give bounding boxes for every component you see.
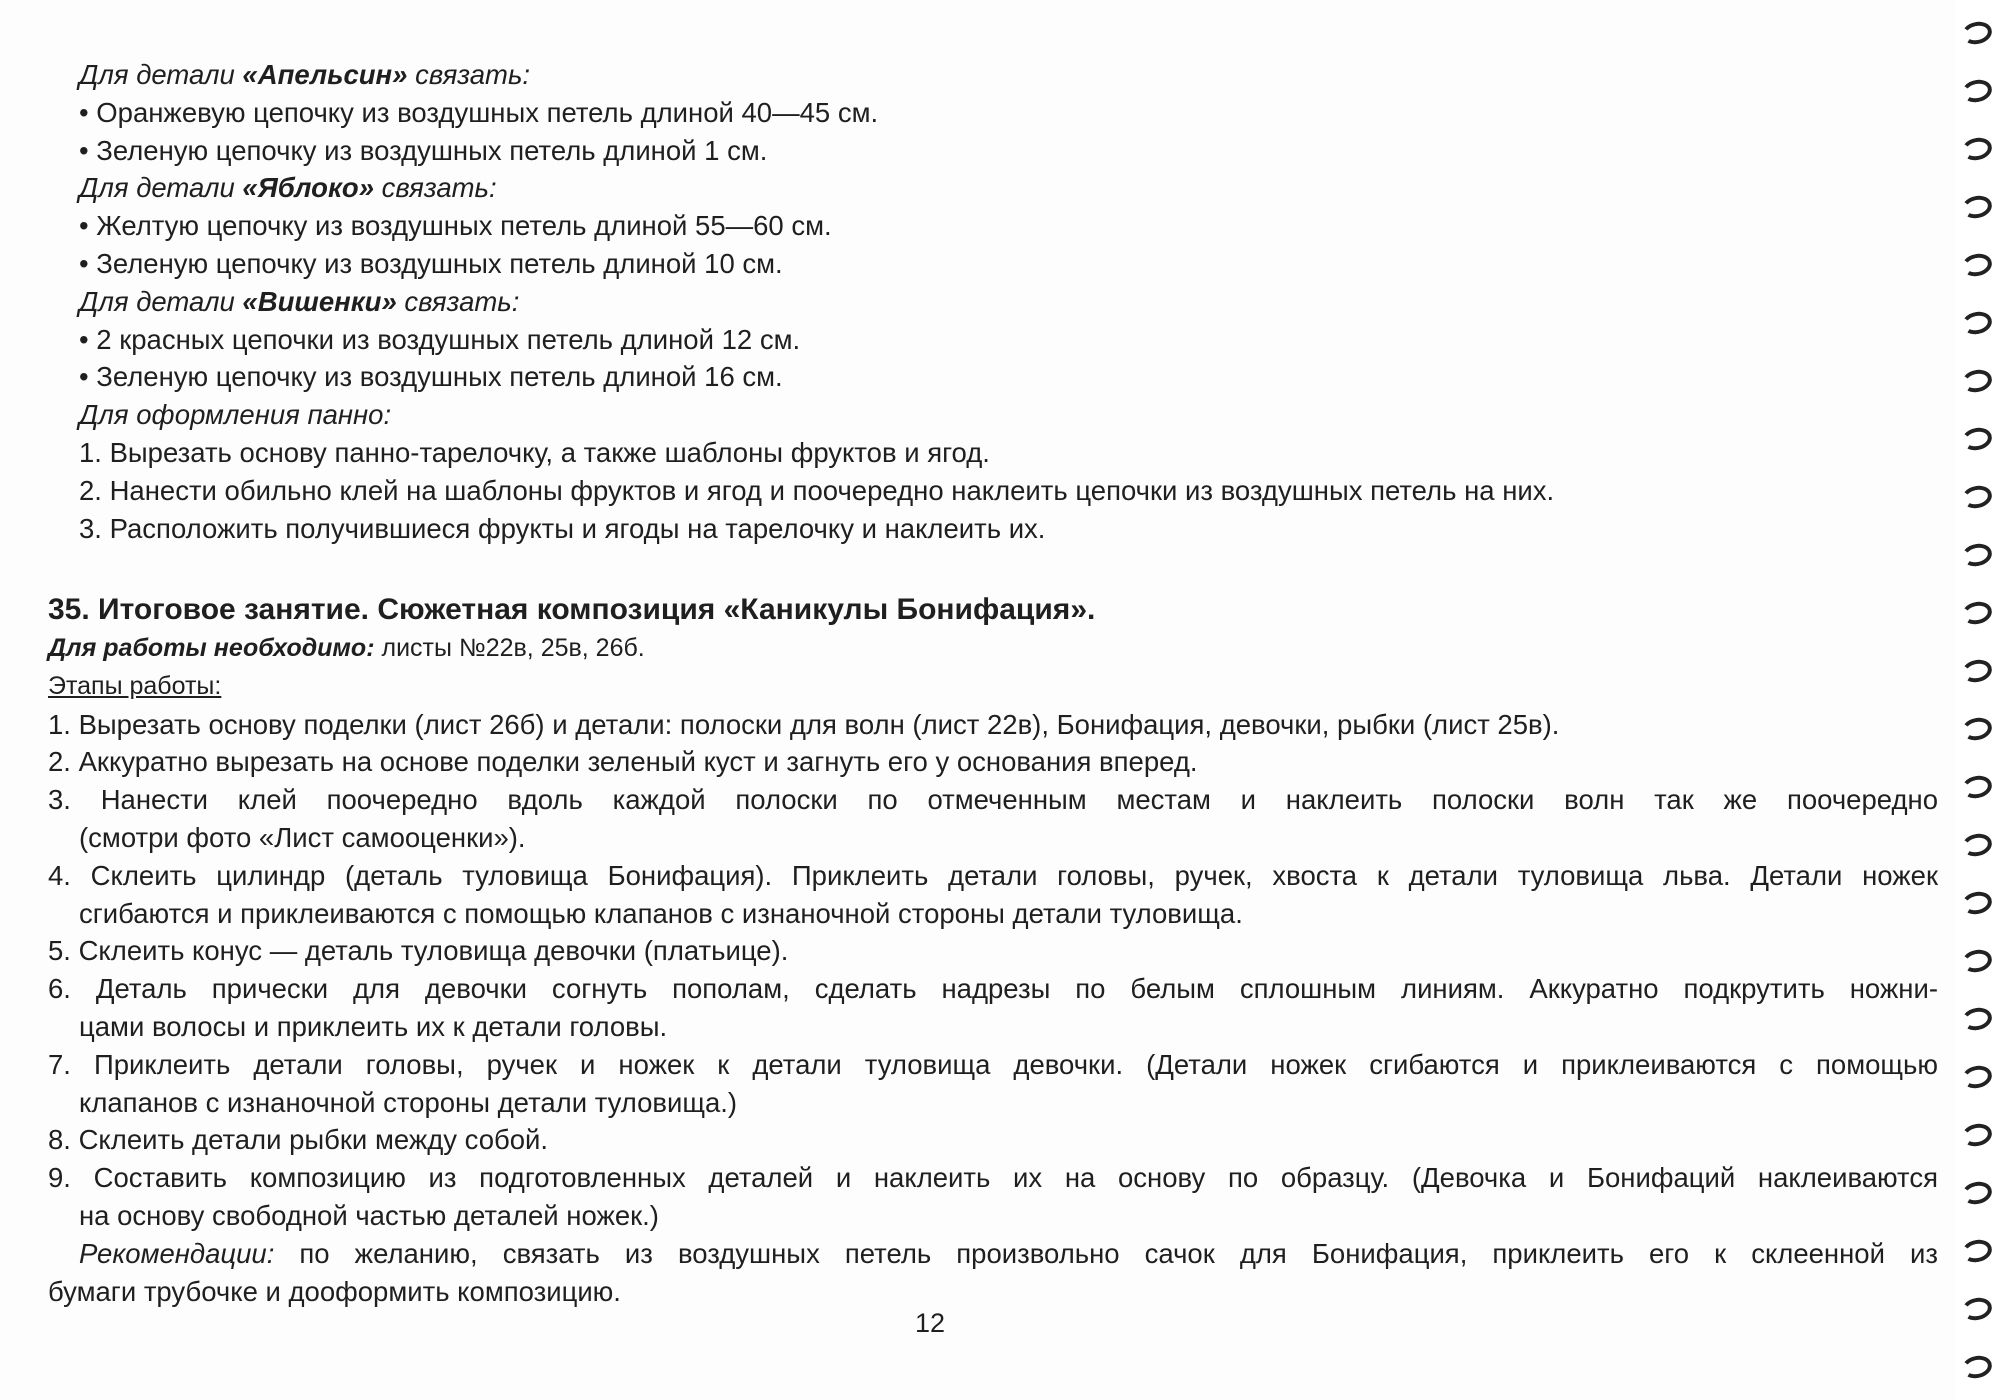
orange-heading: Для детали «Апельсин» связать: <box>79 59 531 90</box>
binding-ring <box>1960 1063 1994 1091</box>
lesson-section <box>48 590 1938 1310</box>
step-line: 2. Аккуратно вырезать на основе поделки зеленый куст и загнуть его у основания вперед. <box>48 746 1198 778</box>
recommendations-label: Рекомендации: <box>79 1237 275 1269</box>
cherries-heading: Для детали «Вишенки» связать: <box>79 285 520 317</box>
step-line: (смотри фото «Лист самооценки»). <box>79 821 526 853</box>
page-number: 12 <box>914 1308 946 1338</box>
binding-ring <box>1960 1179 1994 1207</box>
binding-ring <box>1960 193 1994 221</box>
step-line: сгибаются и приклеиваются с помощью клапанов с изнаночной стороны детали туловища. <box>79 897 1243 929</box>
cherries-item: • 2 красных цепочки из воздушных петель длиной 12 см. <box>79 323 801 355</box>
apple-item: • Желтую цепочку из воздушных петель длиной 55—60 см. <box>79 210 832 242</box>
binding-ring <box>1960 1295 1994 1323</box>
cherries-item: • Зеленую цепочку из воздушных петель длиной 16 см. <box>79 361 783 393</box>
step-line: 9. Составить композицию из подготовленных деталей и наклеить их на основу по образцу. (Девочка и Бонифаций наклеиваются <box>48 1162 1938 1194</box>
binding-ring <box>1960 831 1994 859</box>
lesson-title: 35. Итоговое занятие. Сюжетная композиция «Каникулы Бонифация». <box>48 593 1096 626</box>
binding-ring <box>1960 1121 1994 1149</box>
orange-item: • Оранжевую цепочку из воздушных петель длиной 40—45 см. <box>79 96 879 128</box>
apple-item: • Зеленую цепочку из воздушных петель длиной 10 см. <box>79 247 783 279</box>
binding-ring <box>1960 77 1994 105</box>
stages-label: Этапы работы: <box>48 671 222 700</box>
binding-ring <box>1960 773 1994 801</box>
panel-step: 3. Расположить получившиеся фрукты и ягоды на тарелочку и наклеить их. <box>79 512 1046 544</box>
step-line: 7. Приклеить детали головы, ручек и ножек к детали туловища девочки. (Детали ножек сгибаются и приклеиваются с помощью <box>48 1048 1938 1080</box>
upper-instructions <box>48 56 1938 547</box>
binding-ring <box>1960 715 1994 743</box>
materials-value: листы №22в, 25в, 26б. <box>374 634 645 662</box>
step-line: клапанов с изнаночной стороны детали туловища.) <box>79 1086 738 1118</box>
panel-step: 2. Нанести обильно клей на шаблоны фруктов и ягод и поочередно наклеить цепочки из воздушных петель на них. <box>79 474 1555 506</box>
orange-item: • Зеленую цепочку из воздушных петель длиной 1 см. <box>79 134 768 166</box>
panel-heading: Для оформления панно: <box>79 399 392 431</box>
step-line: 6. Деталь прически для девочки согнуть пополам, сделать надрезы по белым сплошным линиям. Аккуратно подкрутить ножни- <box>48 973 1938 1005</box>
recommendations-line: Рекомендации: по желанию, связать из воздушных петель произвольно сачок для Бонифация, приклеить его к склеенной из <box>79 1237 1938 1269</box>
binding-ring <box>1960 541 1994 569</box>
recommendations-line: бумаги трубочке и дооформить композицию. <box>48 1275 621 1307</box>
binding-ring <box>1960 425 1994 453</box>
step-line: 1. Вырезать основу поделки (лист 26б) и детали: полоски для волн (лист 22в), Бонифация, девочки, рыбки (лист 25в). <box>48 708 1560 740</box>
panel-step: 1. Вырезать основу панно-тарелочку, а также шаблоны фруктов и ягод. <box>79 436 990 468</box>
step-line: на основу свободной частью деталей ножек.) <box>79 1199 659 1231</box>
binding-ring <box>1960 251 1994 279</box>
binding-ring <box>1960 483 1994 511</box>
binding-ring <box>1960 889 1994 917</box>
binding-ring <box>1960 1005 1994 1033</box>
binding-ring <box>1960 657 1994 685</box>
binding-ring <box>1960 309 1994 337</box>
materials-line <box>48 630 1938 668</box>
spiral-binding <box>1955 0 2000 1400</box>
step-line: 5. Склеить конус — деталь туловища девочки (платьице). <box>48 935 789 967</box>
step-line: 4. Склеить цилиндр (деталь туловища Бонифация). Приклеить детали головы, ручек, хвоста к детали туловища льва. Детали ножек <box>48 859 1938 891</box>
steps-list <box>48 706 1938 1235</box>
binding-ring <box>1960 367 1994 395</box>
binding-ring <box>1960 1237 1994 1265</box>
binding-ring <box>1960 947 1994 975</box>
binding-ring <box>1960 135 1994 163</box>
binding-ring <box>1960 599 1994 627</box>
materials-label: Для работы необходимо: <box>48 634 375 662</box>
step-line: цами волосы и приклеить их к детали головы. <box>79 1010 668 1042</box>
step-line: 8. Склеить детали рыбки между собой. <box>48 1124 549 1156</box>
apple-heading: Для детали «Яблоко» связать: <box>79 172 497 204</box>
binding-ring <box>1960 19 1994 47</box>
binding-ring <box>1960 1353 1994 1381</box>
step-line: 3. Нанести клей поочередно вдоль каждой полоски по отмеченным местам и наклеить полоски волн так же поочередно <box>48 784 1938 816</box>
